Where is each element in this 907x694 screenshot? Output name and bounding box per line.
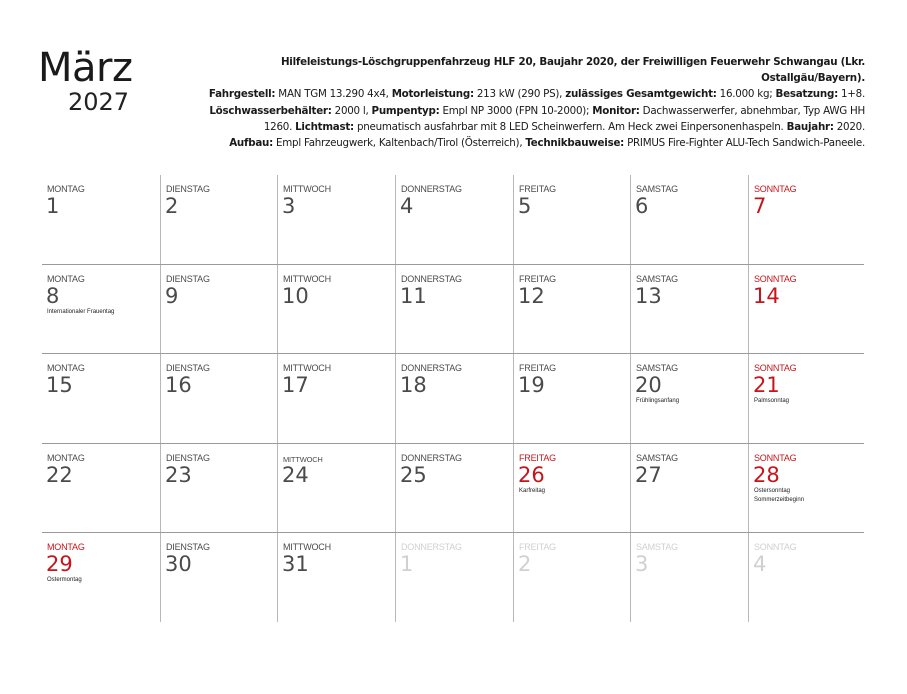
calendar-day-cell — [160, 444, 277, 533]
weekday-label: SONNTAG — [754, 453, 797, 463]
day-number: 3 — [282, 194, 296, 218]
calendar-day-cell — [748, 444, 864, 533]
year-title: 2027 — [68, 88, 130, 116]
weekday-label: MONTAG — [47, 453, 85, 463]
calendar-day-cell — [395, 175, 513, 264]
day-number: 15 — [46, 373, 73, 397]
day-number: 10 — [282, 284, 309, 308]
day-number: 22 — [46, 463, 73, 487]
weekday-label: DIENSTAG — [166, 184, 210, 194]
calendar-day-cell — [160, 175, 277, 264]
description-label: Aufbau: — [229, 137, 273, 150]
description-label: Lichtmast: — [295, 120, 354, 133]
description-line — [205, 119, 865, 135]
description-label: Hilfeleistungs-Löschgruppenfahrzeug HLF 20, Baujahr 2020, der Freiwilligen Feuerwehr Schwangau (Lkr. Ostallgäu/Bayern). — [280, 56, 865, 85]
description-text: 2000 l, — [331, 104, 372, 117]
calendar-day-cell — [630, 175, 748, 264]
day-number: 17 — [282, 373, 309, 397]
calendar-day-cell — [513, 175, 630, 264]
weekday-label: MITTWOCH — [283, 184, 331, 194]
weekday-label: DIENSTAG — [166, 453, 210, 463]
day-number: 9 — [165, 284, 179, 308]
month-title: März — [38, 45, 133, 91]
description-label: zulässiges Gesamtgewicht: — [565, 88, 717, 101]
description-line — [205, 54, 865, 86]
description-text: 1+8. — [837, 88, 865, 101]
weekday-label: FREITAG — [519, 453, 556, 463]
day-number: 27 — [635, 463, 662, 487]
day-number: 20 — [635, 373, 662, 397]
calendar-day-cell — [42, 444, 160, 533]
weekday-label: SAMSTAG — [636, 542, 678, 552]
description-label: Besatzung: — [775, 88, 838, 101]
calendar-day-cell — [748, 175, 864, 264]
weekday-label: MONTAG — [47, 542, 85, 552]
weekday-label: DONNERSTAG — [401, 363, 462, 373]
description-text: pneumatisch ausfahrbar mit 8 LED Scheinwerfern. Am Heck zwei Einpersonenhaspeln. — [353, 120, 787, 133]
weekday-label: MONTAG — [47, 184, 85, 194]
day-number: 8 — [46, 284, 60, 308]
weekday-label: DIENSTAG — [166, 542, 210, 552]
weekday-label: SONNTAG — [754, 542, 797, 552]
day-number: 16 — [165, 373, 192, 397]
calendar-day-cell — [513, 354, 630, 443]
description-text: Dachwasserwerfer, abnehmbar, Typ AWG HH — [639, 104, 865, 117]
weekday-label: FREITAG — [519, 363, 556, 373]
day-note-line: Frühlingsanfang — [636, 398, 680, 404]
day-number: 30 — [165, 552, 192, 576]
description-text: MAN TGM 13.290 4x4, — [275, 88, 392, 101]
day-number: 3 — [635, 552, 649, 576]
day-number: 11 — [400, 284, 427, 308]
calendar-day-cell — [748, 354, 864, 443]
weekday-label: DIENSTAG — [166, 363, 210, 373]
weekday-label: SAMSTAG — [636, 453, 678, 463]
day-note — [636, 397, 679, 406]
calendar-day-cell — [160, 533, 277, 622]
calendar-day-cell — [395, 354, 513, 443]
day-number: 29 — [46, 552, 73, 576]
weekday-label: DONNERSTAG — [401, 453, 462, 463]
day-number: 5 — [518, 194, 532, 218]
weekday-label: DONNERSTAG — [401, 542, 462, 552]
calendar-week-row — [42, 353, 864, 443]
calendar-day-cell — [630, 533, 748, 622]
weekday-label: DONNERSTAG — [401, 274, 462, 284]
calendar-day-cell — [395, 265, 513, 354]
calendar-day-cell — [277, 354, 395, 443]
description-text: 2020. — [833, 120, 865, 133]
calendar-day-cell — [630, 265, 748, 354]
day-number: 28 — [753, 463, 780, 487]
day-number: 2 — [165, 194, 179, 218]
day-number: 14 — [753, 284, 780, 308]
calendar-day-cell — [277, 444, 395, 533]
calendar-week-row — [42, 175, 864, 264]
description-text: PRIMUS Fire-Fighter ALU-Tech Sandwich-Paneele. — [624, 137, 865, 150]
day-number: 12 — [518, 284, 545, 308]
description-label: Monitor: — [592, 104, 640, 117]
description-text: 1260. — [263, 120, 296, 133]
weekday-label: MITTWOCH — [283, 274, 331, 284]
day-number: 31 — [282, 552, 309, 576]
day-note — [754, 487, 804, 504]
calendar-week-row — [42, 532, 864, 622]
description-label: Pumpentyp: — [371, 104, 440, 117]
day-note — [754, 397, 789, 406]
calendar-day-cell — [630, 444, 748, 533]
calendar-day-cell — [277, 265, 395, 354]
weekday-label: FREITAG — [519, 542, 556, 552]
day-number: 4 — [753, 552, 767, 576]
day-number: 26 — [518, 463, 545, 487]
description-line — [205, 86, 865, 102]
calendar-grid — [42, 175, 864, 621]
calendar-day-cell — [395, 533, 513, 622]
calendar-day-cell — [513, 444, 630, 533]
weekday-label: MONTAG — [47, 274, 85, 284]
weekday-label: DIENSTAG — [166, 274, 210, 284]
calendar-day-cell — [42, 175, 160, 264]
calendar-day-cell — [277, 175, 395, 264]
calendar-day-cell — [160, 354, 277, 443]
calendar-day-cell — [513, 533, 630, 622]
calendar-day-cell — [630, 354, 748, 443]
day-number: 24 — [282, 463, 309, 487]
calendar-day-cell — [42, 533, 160, 622]
description-label: Motorleistung: — [391, 88, 474, 101]
day-number: 6 — [635, 194, 649, 218]
day-number: 13 — [635, 284, 662, 308]
day-number: 18 — [400, 373, 427, 397]
day-note-line: Palmsonntag — [754, 398, 790, 404]
calendar-day-cell — [395, 444, 513, 533]
weekday-label: SAMSTAG — [636, 184, 678, 194]
calendar-day-cell — [513, 265, 630, 354]
day-note-line: Ostermontag — [47, 577, 82, 583]
calendar-day-cell — [748, 265, 864, 354]
day-note-line: Sommerzeitbeginn — [754, 496, 805, 503]
day-number: 25 — [400, 463, 427, 487]
weekday-label: MITTWOCH — [283, 363, 331, 373]
calendar-day-cell — [42, 265, 160, 354]
weekday-label: SONNTAG — [754, 274, 797, 284]
description-label: Baujahr: — [786, 120, 834, 133]
calendar-week-row — [42, 443, 864, 533]
weekday-label: SONNTAG — [754, 184, 797, 194]
day-number: 23 — [165, 463, 192, 487]
description-label: Löschwasserbehälter: — [209, 104, 332, 117]
calendar-day-cell — [42, 354, 160, 443]
description-text: Empl Fahrzeugwerk, Kaltenbach/Tirol (Österreich), — [273, 137, 526, 150]
weekday-label: MITTWOCH — [283, 455, 323, 464]
weekday-label: SONNTAG — [754, 363, 797, 373]
weekday-label: MITTWOCH — [283, 542, 331, 552]
day-number: 1 — [46, 194, 60, 218]
day-note-line: Internationaler Frauentag — [47, 309, 115, 315]
weekday-label: SAMSTAG — [636, 363, 678, 373]
day-number: 4 — [400, 194, 414, 218]
description-line — [205, 103, 865, 119]
weekday-label: FREITAG — [519, 274, 556, 284]
day-note — [519, 487, 545, 496]
day-note — [47, 576, 82, 585]
calendar-day-cell — [160, 265, 277, 354]
weekday-label: MONTAG — [47, 363, 85, 373]
day-number: 7 — [753, 194, 767, 218]
description-text: 213 kW (290 PS), — [473, 88, 566, 101]
description-line — [205, 135, 865, 151]
calendar-week-row — [42, 264, 864, 354]
description-text: 16.000 kg; — [716, 88, 776, 101]
vehicle-description — [205, 54, 865, 151]
day-note-line: Ostersonntag — [754, 488, 791, 494]
day-note — [47, 308, 114, 317]
day-number: 21 — [753, 373, 780, 397]
description-text: Empl NP 3000 (FPN 10-2000); — [439, 104, 593, 117]
weekday-label: DONNERSTAG — [401, 184, 462, 194]
weekday-label: FREITAG — [519, 184, 556, 194]
calendar-day-cell — [748, 533, 864, 622]
day-number: 2 — [518, 552, 532, 576]
calendar-day-cell — [277, 533, 395, 622]
day-note-line: Karfreitag — [519, 488, 546, 494]
description-label: Fahrgestell: — [208, 88, 276, 101]
day-number: 19 — [518, 373, 545, 397]
description-label: Technikbauweise: — [525, 137, 625, 150]
weekday-label: SAMSTAG — [636, 274, 678, 284]
day-number: 1 — [400, 552, 414, 576]
